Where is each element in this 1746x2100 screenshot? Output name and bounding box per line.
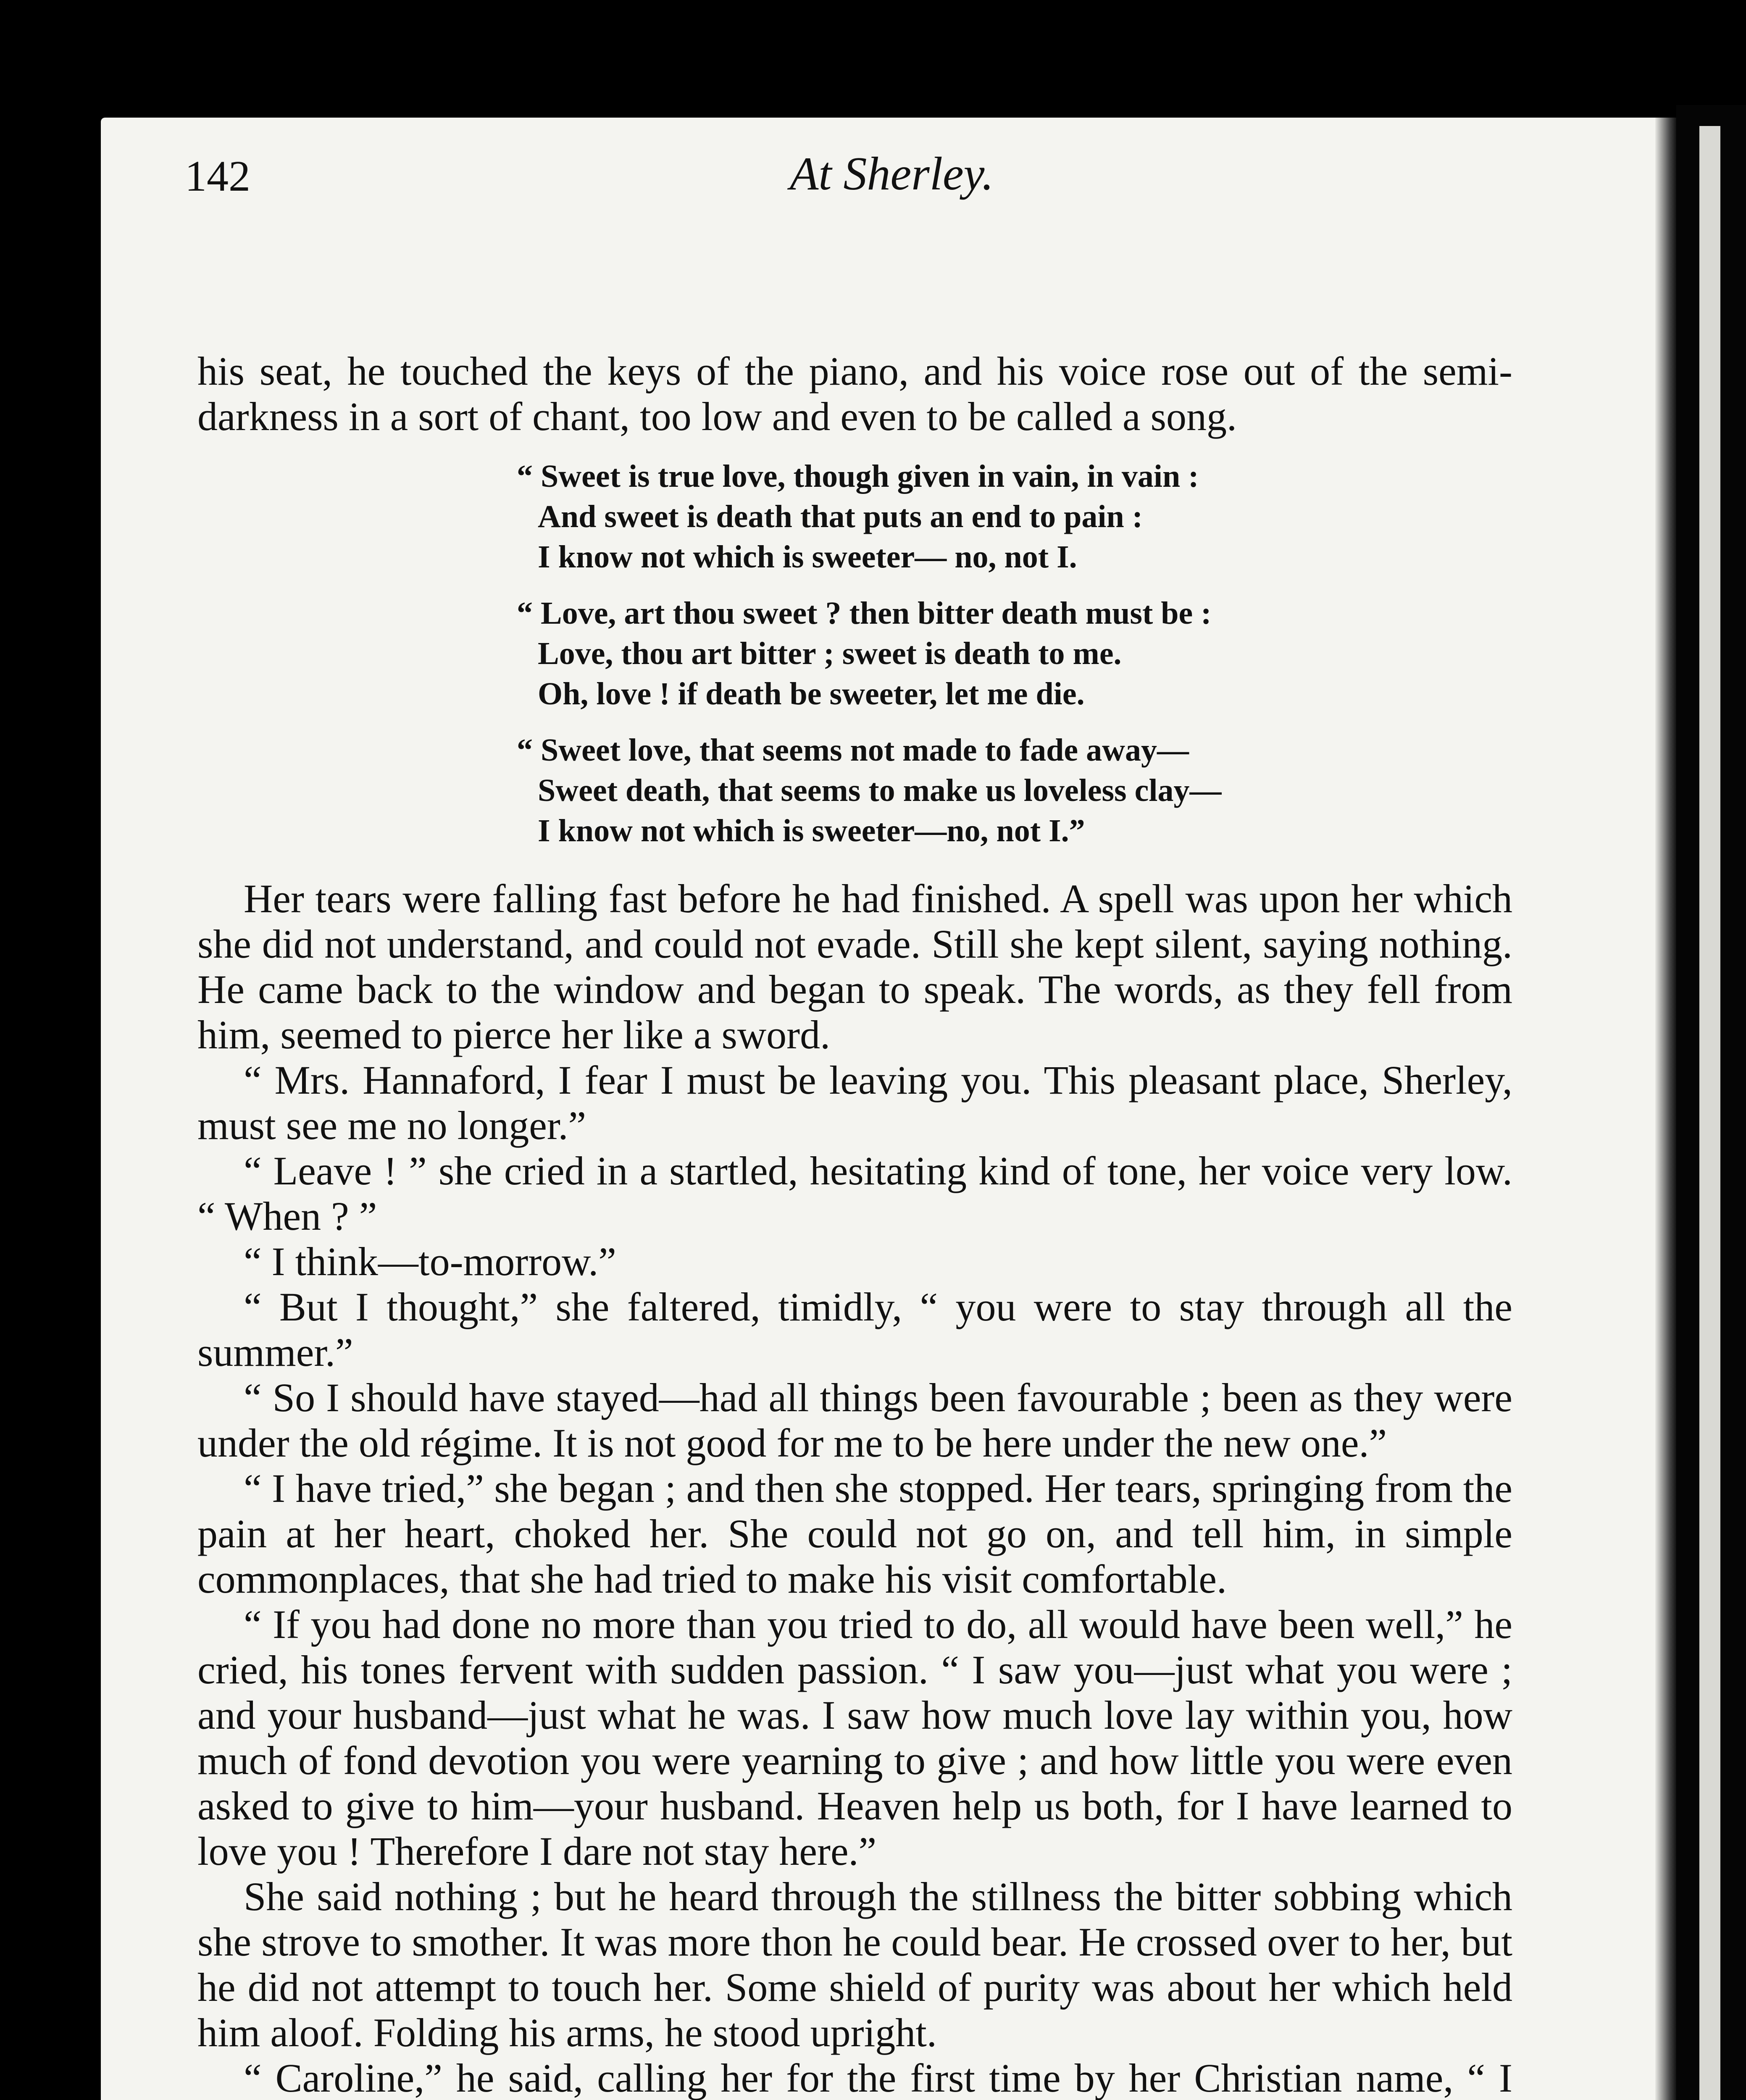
poem-line: “ Love, art thou sweet ? then bitter death must be : <box>517 596 1212 631</box>
paragraph: “ I think—to-morrow.” <box>244 1239 616 1284</box>
paragraph: Her tears were falling fast before he had finished. A spell was upon her which she did not understand, and could not evade. Still she kept silent, saying nothing. He came back to the window and began to speak. The words, as they fell from him, seemed to pierce her like a sword. <box>197 876 1512 1057</box>
poem-stanza <box>517 593 1512 714</box>
body-text <box>197 349 1512 2100</box>
running-title: At Sherley. <box>790 148 994 200</box>
poem-line: “ Sweet love, that seems not made to fade away— <box>517 732 1189 768</box>
paragraph: “ Caroline,” he said, calling her for the first time by her Christian name, “ I <box>244 2055 1512 2100</box>
poem-line: And sweet is death that puts an end to pain : <box>538 499 1143 534</box>
poem-line: Love, thou art bitter ; sweet is death to me. <box>538 636 1122 671</box>
poem-line: “ Sweet is true love, though given in vain, in vain : <box>517 459 1199 494</box>
opening-paragraph: his seat, he touched the keys of the piano, and his voice rose out of the semi-darkness in a sort of chant, too low and even to be called a song. <box>197 349 1512 439</box>
poem-stanza <box>517 730 1512 851</box>
paragraph: “ So I should have stayed—had all things been favourable ; been as they were under the old régime. It is not good for me to be here under the new one.” <box>197 1375 1512 1465</box>
running-head <box>0 148 1746 210</box>
paragraph: “ If you had done no more than you tried to do, all would have been well,” he cried, his tones fervent with sudden passion. “ I saw you—just what you were ; and your husband—just what he was. I saw how much love lay within you, how much of fond devotion you were yearning to give ; and how little you were even asked to give to him—your husband. Heaven help us both, for I have learned to love you ! Therefore I dare not stay here.” <box>197 1602 1512 1874</box>
poem-line: Oh, love ! if death be sweeter, let me die. <box>538 676 1085 711</box>
page-edge-shadow <box>1655 118 1676 2100</box>
paragraph: “ Mrs. Hannaford, I fear I must be leaving you. This pleasant place, Sherley, must see me no longer.” <box>197 1058 1512 1148</box>
poem <box>517 456 1512 851</box>
next-page-edge <box>1699 126 1720 2100</box>
page-number: 142 <box>185 152 250 200</box>
poem-stanza <box>517 456 1512 577</box>
poem-line: I know not which is sweeter— no, not I. <box>538 539 1077 575</box>
paragraph: “ But I thought,” she faltered, timidly, “ you were to stay through all the summer.” <box>197 1284 1512 1375</box>
paragraph: She said nothing ; but he heard through the stillness the bitter sobbing which she strove to smother. It was more thon he could bear. He crossed over to her, but he did not attempt to touch her. Some shield of purity was about her which held him aloof. Folding his arms, he stood upright. <box>197 1874 1512 2055</box>
poem-line: I know not which is sweeter—no, not I.” <box>538 813 1085 848</box>
paragraph: “ I have tried,” she began ; and then she stopped. Her tears, springing from the pain at her heart, choked her. She could not go on, and tell him, in simple commonplaces, that she had tried to make his visit comfortable. <box>197 1466 1512 1601</box>
paragraph: “ Leave ! ” she cried in a startled, hesitating kind of tone, her voice very low. “ When ? ” <box>197 1148 1512 1239</box>
poem-line: Sweet death, that seems to make us loveless clay— <box>538 773 1222 808</box>
